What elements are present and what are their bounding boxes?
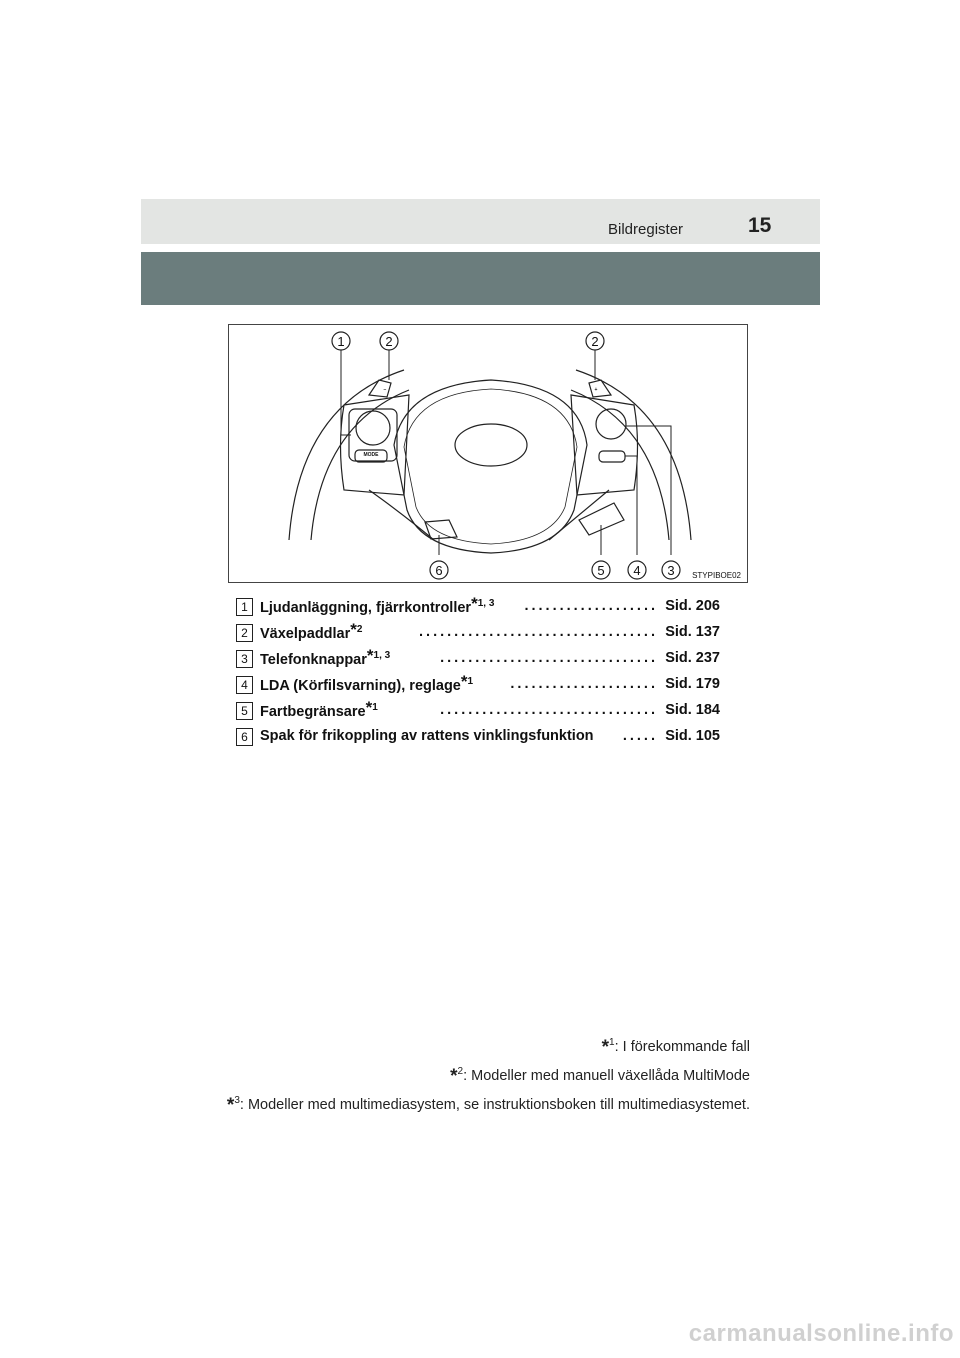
footnote: *$^2$: Modeller med manuell växellåda MultiMode: [450, 1065, 750, 1087]
footnotes: [227, 1031, 750, 1117]
callout-2-right: [586, 332, 604, 350]
leader-dots: ...............................: [440, 702, 658, 718]
callout-1: [332, 332, 350, 350]
svg-text:1: 1: [337, 334, 345, 349]
leader-dots: ...............................: [440, 650, 658, 666]
image-code: STYPIBOE02: [692, 571, 741, 580]
index-page[interactable]: Sid. 206: [665, 598, 720, 614]
watermark: carmanualsonline.info: [688, 1320, 954, 1347]
callout-5: [592, 561, 610, 579]
index-page[interactable]: Sid. 179: [665, 676, 720, 692]
index-page[interactable]: Sid. 105: [665, 728, 720, 744]
index-label: Ljudanläggning, fjärrkontroller*$^{1, 3}$: [260, 594, 495, 616]
index-label: Telefonknappar*$^{1, 3}$: [260, 646, 391, 668]
section-title: Bildregister: [608, 221, 684, 238]
leader-dots: ...................: [524, 598, 658, 614]
index-page[interactable]: Sid. 237: [665, 650, 720, 666]
leader-4: [625, 456, 637, 555]
leader-dots: .....................: [510, 676, 658, 692]
index-number: 5: [236, 702, 253, 720]
index-page[interactable]: Sid. 184: [665, 702, 720, 718]
leader-dots: ..................................: [419, 624, 658, 640]
page-number: 15: [748, 214, 772, 237]
index-row[interactable]: [236, 728, 720, 754]
callout-4: [628, 561, 646, 579]
tilt-lever: [425, 520, 457, 539]
header-bar: [141, 199, 820, 244]
index-row[interactable]: [236, 620, 720, 650]
lower-left-spoke: [369, 490, 434, 540]
index-number: 4: [236, 676, 253, 694]
footnote: *$^1$: I förekommande fall: [601, 1036, 750, 1058]
paddle-left: [369, 380, 391, 397]
steering-wheel-illustration: [229, 325, 749, 584]
index-row[interactable]: [236, 594, 720, 624]
audio-dial: [356, 411, 390, 445]
index-page[interactable]: Sid. 137: [665, 624, 720, 640]
paddle-right: [589, 380, 611, 397]
paddle-plus-label: +: [594, 387, 598, 393]
index-number: 2: [236, 624, 253, 642]
rim-inner-left: [311, 390, 409, 540]
svg-text:3: 3: [667, 563, 675, 578]
callout-3: [662, 561, 680, 579]
logo-ellipse: [455, 424, 527, 466]
index-row[interactable]: [236, 646, 720, 676]
section-bar: [141, 252, 820, 305]
paddle-minus-label: −: [383, 387, 387, 393]
callout-2-left: [380, 332, 398, 350]
index-label: Fartbegränsare*$^1$: [260, 698, 378, 720]
lda-switch: [599, 451, 625, 462]
steering-wheel-figure: [228, 324, 748, 583]
index-number: 6: [236, 728, 253, 746]
index-label: Spak för frikoppling av rattens vinklingsfunktion: [260, 728, 594, 744]
index-label: Växelpaddlar*$^2$: [260, 620, 363, 642]
index-row[interactable]: [236, 672, 720, 702]
leader-dots: .....: [622, 728, 658, 744]
svg-text:2: 2: [385, 334, 393, 349]
index-label: LDA (Körfilsvarning), reglage*$^1$: [260, 672, 474, 694]
svg-text:6: 6: [435, 563, 443, 578]
mode-label: MODE: [363, 452, 379, 458]
lower-right-spoke: [549, 490, 609, 540]
footnote: *$^3$: Modeller med multimediasystem, se instruktionsboken till multimediasystemet.: [226, 1094, 750, 1116]
svg-text:2: 2: [591, 334, 599, 349]
index-number: 1: [236, 598, 253, 616]
index-row[interactable]: [236, 698, 720, 728]
svg-text:5: 5: [597, 563, 605, 578]
index-number: 3: [236, 650, 253, 668]
callout-6: [430, 561, 448, 579]
index-list: [236, 594, 720, 754]
svg-text:4: 4: [633, 563, 641, 578]
rim-outer-right: [576, 370, 691, 540]
